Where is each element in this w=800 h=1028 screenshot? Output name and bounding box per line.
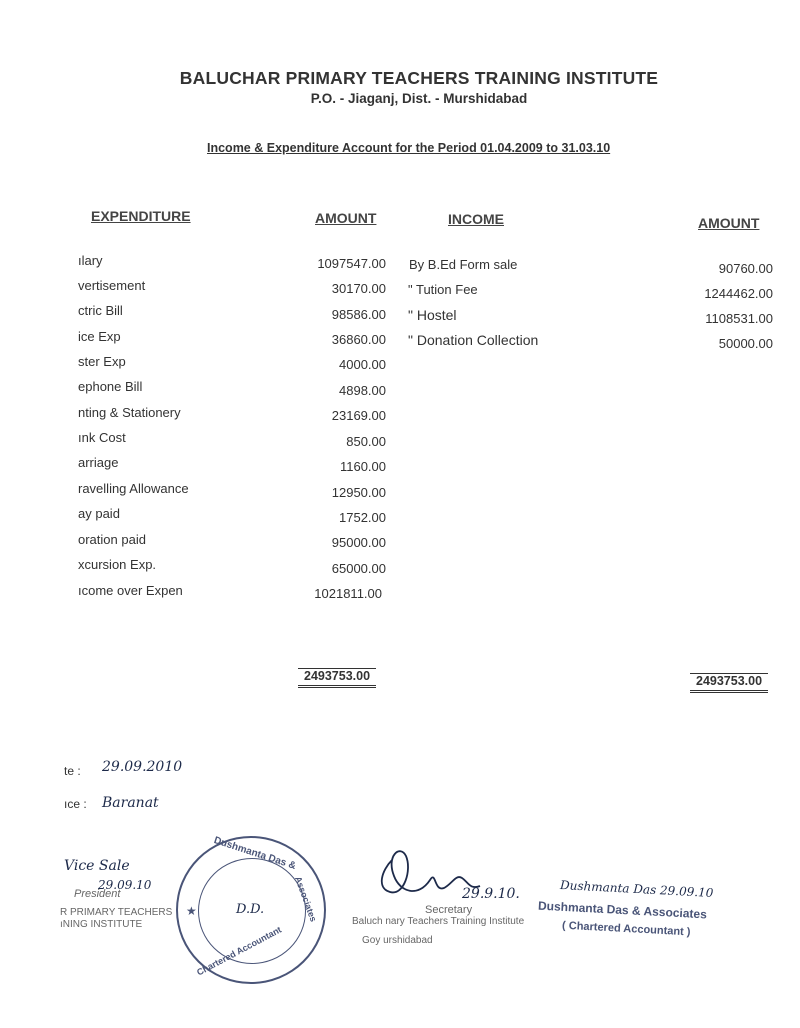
stamp-star-icon: ★ — [186, 904, 197, 918]
president-signature: Vice Sale — [64, 858, 130, 874]
amount-header-right: AMOUNT — [698, 215, 760, 231]
expenditure-total: 2493753.00 — [298, 668, 376, 688]
secretary-sign-date: 29.9.10. — [462, 886, 520, 902]
expenditure-amount: 65000.00 — [331, 561, 386, 576]
secretary-institute-line-2: Goy urshidabad — [362, 935, 433, 946]
expenditure-label: ay paid — [78, 506, 120, 521]
place-value: Baranat — [102, 795, 159, 811]
stamp-text-bottom: Chartered Accountant — [195, 924, 284, 978]
institute-stamp-line-2: ıNING INSTITUTE — [60, 919, 143, 930]
expenditure-header: EXPENDITURE — [91, 208, 191, 224]
expenditure-label: xcursion Exp. — [78, 557, 157, 572]
income-amount: 90760.00 — [718, 261, 773, 276]
expenditure-label: ephone Bill — [78, 379, 143, 394]
president-sign-date: 29.09.10 — [98, 878, 152, 892]
expenditure-amount: 1160.00 — [339, 459, 386, 474]
place-label: ıce : — [64, 797, 87, 811]
institute-stamp-line-1: R PRIMARY TEACHERS — [60, 907, 173, 918]
date-value: 29.09.2010 — [102, 759, 183, 775]
ca-role: ( Chartered Accountant ) — [561, 919, 691, 939]
expenditure-amount: 98586.00 — [331, 307, 386, 322]
income-header: INCOME — [448, 211, 504, 227]
expenditure-label: nting & Stationery — [78, 405, 181, 420]
expenditure-label: ıcome over Expen — [78, 583, 183, 598]
expenditure-amount: 850.00 — [346, 434, 386, 449]
chartered-accountant-stamp — [176, 836, 326, 984]
expenditure-amount: 1097547.00 — [317, 256, 386, 271]
stamp-text-right: Associates — [292, 874, 319, 924]
stamp-text-top: Dushmanta Das & — [212, 835, 298, 872]
ca-signature: Dushmanta Das 29.09.10 — [559, 877, 714, 901]
account-period-heading: Income & Expenditure Account for the Period 01.04.2009 to 31.03.10 — [207, 141, 611, 155]
expenditure-label: oration paid — [78, 532, 146, 547]
president-title: President — [74, 888, 121, 900]
expenditure-amount: 36860.00 — [331, 332, 386, 347]
expenditure-label: ılary — [78, 253, 103, 268]
income-amount: 1244462.00 — [704, 286, 773, 301]
income-label: " Hostel — [408, 307, 457, 323]
date-label: te : — [64, 764, 81, 778]
expenditure-amount: 12950.00 — [331, 485, 386, 500]
income-amount: 1108531.00 — [705, 311, 773, 326]
expenditure-label: arriage — [78, 455, 119, 470]
expenditure-amount: 95000.00 — [331, 535, 386, 550]
income-label: " Donation Collection — [408, 332, 539, 348]
institute-title: BALUCHAR PRIMARY TEACHERS TRAINING INSTITUTE — [179, 68, 659, 88]
expenditure-amount: 4898.00 — [339, 383, 386, 398]
ca-firm-name: Dushmanta Das & Associates — [537, 898, 708, 922]
income-label: By B.Ed Form sale — [409, 257, 518, 272]
expenditure-label: ctric Bill — [78, 303, 123, 318]
institute-address: P.O. - Jiaganj, Dist. - Murshidabad — [310, 91, 528, 106]
secretary-title: Secretary — [425, 904, 473, 916]
expenditure-label: vertisement — [78, 278, 146, 293]
expenditure-label: ster Exp — [78, 354, 126, 369]
secretary-institute-line-1: Baluch nary Teachers Training Institute — [352, 916, 525, 927]
expenditure-amount: 23169.00 — [331, 408, 386, 423]
expenditure-label: ice Exp — [78, 329, 121, 344]
expenditure-amount: 1752.00 — [339, 510, 386, 525]
expenditure-label: ravelling Allowance — [78, 481, 189, 496]
expenditure-amount: 30170.00 — [331, 281, 386, 296]
stamp-initials: D.D. — [236, 902, 265, 917]
expenditure-label: ınk Cost — [78, 430, 126, 445]
expenditure-amount: 1021811.00 — [314, 586, 382, 601]
income-amount: 50000.00 — [718, 336, 773, 351]
income-total: 2493753.00 — [690, 673, 768, 693]
income-label: " Tution Fee — [408, 282, 478, 297]
expenditure-amount: 4000.00 — [339, 357, 386, 372]
amount-header-left: AMOUNT — [315, 210, 377, 226]
